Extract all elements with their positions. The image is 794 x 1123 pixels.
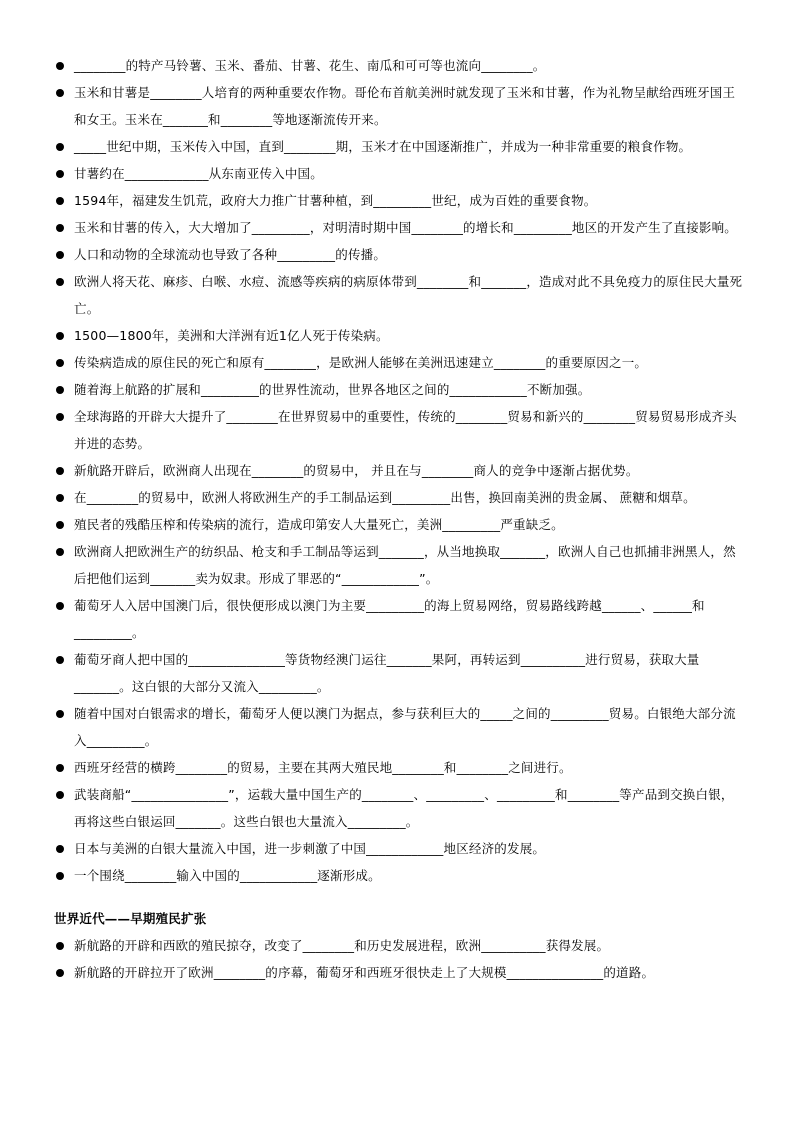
- list-item: [54, 160, 744, 187]
- list-item: [54, 646, 744, 700]
- bullet-icon: [56, 656, 64, 664]
- list-item: [54, 484, 744, 511]
- bullet-icon: [56, 467, 64, 475]
- item-text: 新航路的开辟拉开了欧洲________的序幕，葡萄牙和西班牙很快走上了大规模_______________的道路。: [74, 965, 655, 980]
- item-text: 一个围绕________输入中国的____________逐渐形成。: [74, 868, 381, 883]
- item-text: 欧洲商人把欧洲生产的纺织品、枪支和手工制品等运到_______，从当地换取_______，欧洲人自己也抓捕非洲黑人，然后把他们运到_______卖为奴隶。形成了罪恶的“____________”。: [74, 544, 736, 586]
- list-item: [54, 187, 744, 214]
- bullet-icon: [56, 62, 64, 70]
- item-text: 甘薯约在_____________从东南亚传入中国。: [74, 166, 323, 181]
- bullet-icon: [56, 278, 64, 286]
- bullet-icon: [56, 942, 64, 950]
- list-item: [54, 538, 744, 592]
- item-text: 西班牙经营的横跨________的贸易，主要在其两大殖民地________和________之间进行。: [74, 760, 572, 775]
- item-text: 随着海上航路的扩展和_________的世界性流动，世界各地区之间的____________不断加强。: [74, 382, 591, 397]
- item-text: 欧洲人将天花、麻疹、白喉、水痘、流感等疾病的病原体带到________和_______，造成对此不具免疫力的原住民大量死亡。: [74, 274, 743, 316]
- bullet-icon: [56, 494, 64, 502]
- list-item: [54, 592, 744, 646]
- list-item: [54, 376, 744, 403]
- list-item: [54, 700, 744, 754]
- worksheet-page: [54, 52, 744, 986]
- bullet-icon: [56, 764, 64, 772]
- bullet-icon: [56, 791, 64, 799]
- item-text: 葡萄牙商人把中国的_______________等货物经澳门运往_______果阿，再转运到__________进行贸易，获取大量_______。这白银的大部分又流入_________。: [74, 652, 700, 694]
- list-item: [54, 959, 744, 986]
- bullet-icon: [56, 170, 64, 178]
- item-text: 武装商船“_______________”，运载大量中国生产的________、_________、_________和________等产品到交换白银，再将这些白银运回_______。这些白银也大量流入_________。: [74, 787, 734, 829]
- bullet-icon: [56, 251, 64, 259]
- item-text: 全球海路的开辟大大提升了________在世界贸易中的重要性，传统的________贸易和新兴的________贸易贸易形成齐头并进的态势。: [74, 409, 737, 451]
- item-text: 葡萄牙人入居中国澳门后，很快便形成以澳门为主要_________的海上贸易网络，贸易路线跨越______、______和_________。: [74, 598, 705, 640]
- item-text: 玉米和甘薯是________人培育的两种重要农作物。哥伦布首航美洲时就发现了玉米和甘薯，作为礼物呈献给西班牙国王和女王。玉米在_______和________等地逐渐流传开来。: [74, 85, 736, 127]
- bullet-icon: [56, 602, 64, 610]
- bullet-icon: [56, 548, 64, 556]
- bullet-icon: [56, 710, 64, 718]
- list-item: [54, 214, 744, 241]
- item-text: 殖民者的残酷压榨和传染病的流行，造成印第安人大量死亡，美洲_________严重缺乏。: [74, 517, 564, 532]
- bullet-icon: [56, 332, 64, 340]
- list-item: [54, 349, 744, 376]
- bullet-icon: [56, 872, 64, 880]
- item-text: 在________的贸易中，欧洲人将欧洲生产的手工制品运到_________出售，换回南美洲的贵金属、 蔗糖和烟草。: [74, 490, 696, 505]
- item-text: 玉米和甘薯的传入，大大增加了_________，对明清时期中国________的增长和_________地区的开发产生了直接影响。: [74, 220, 738, 235]
- bullet-icon: [56, 359, 64, 367]
- bullet-icon: [56, 197, 64, 205]
- bullet-icon: [56, 521, 64, 529]
- list-item: [54, 932, 744, 959]
- bullet-icon: [56, 89, 64, 97]
- list-item: [54, 457, 744, 484]
- list-item: [54, 781, 744, 835]
- list-item: [54, 79, 744, 133]
- list-item: [54, 835, 744, 862]
- item-text: 新航路开辟后，欧洲商人出现在________的贸易中， 并且在与________商人的竞争中逐渐占据优势。: [74, 463, 639, 478]
- list-item: [54, 268, 744, 322]
- bullet-icon: [56, 413, 64, 421]
- item-text: 传染病造成的原住民的死亡和原有________，是欧洲人能够在美洲迅速建立________的重要原因之一。: [74, 355, 648, 370]
- item-text: 人口和动物的全球流动也导致了各种_________的传播。: [74, 247, 387, 262]
- item-text: 1594年，福建发生饥荒，政府大力推广甘薯种植，到_________世纪，成为百姓的重要食物。: [74, 193, 597, 208]
- item-text: ________的特产马铃薯、玉米、番茄、甘薯、花生、南瓜和可可等也流向________。: [74, 58, 546, 73]
- item-text: 随着中国对白银需求的增长，葡萄牙人便以澳门为据点，参与获利巨大的_____之间的_________贸易。白银绝大部分流入_________。: [74, 706, 736, 748]
- bullet-icon: [56, 224, 64, 232]
- item-text: _____世纪中期，玉米传入中国，直到________期，玉米才在中国逐渐推广，并成为一种非常重要的粮食作物。: [74, 139, 692, 154]
- list-item: [54, 322, 744, 349]
- item-text: 新航路的开辟和西欧的殖民掠夺，改变了________和历史发展进程，欧洲__________获得发展。: [74, 938, 610, 953]
- item-text: 日本与美洲的白银大量流入中国，进一步刺激了中国____________地区经济的发展。: [74, 841, 546, 856]
- item-text: 1500—1800年，美洲和大洋洲有近1亿人死于传染病。: [74, 328, 389, 343]
- bullet-icon: [56, 143, 64, 151]
- bullet-icon: [56, 969, 64, 977]
- list-item: [54, 133, 744, 160]
- list-item: [54, 754, 744, 781]
- bullet-icon: [56, 386, 64, 394]
- list-item: [54, 241, 744, 268]
- section-heading: 世界近代——早期殖民扩张: [54, 911, 207, 926]
- list-item: [54, 403, 744, 457]
- bullet-icon: [56, 845, 64, 853]
- list-item: [54, 862, 744, 889]
- list-item: [54, 52, 744, 79]
- list-item: [54, 511, 744, 538]
